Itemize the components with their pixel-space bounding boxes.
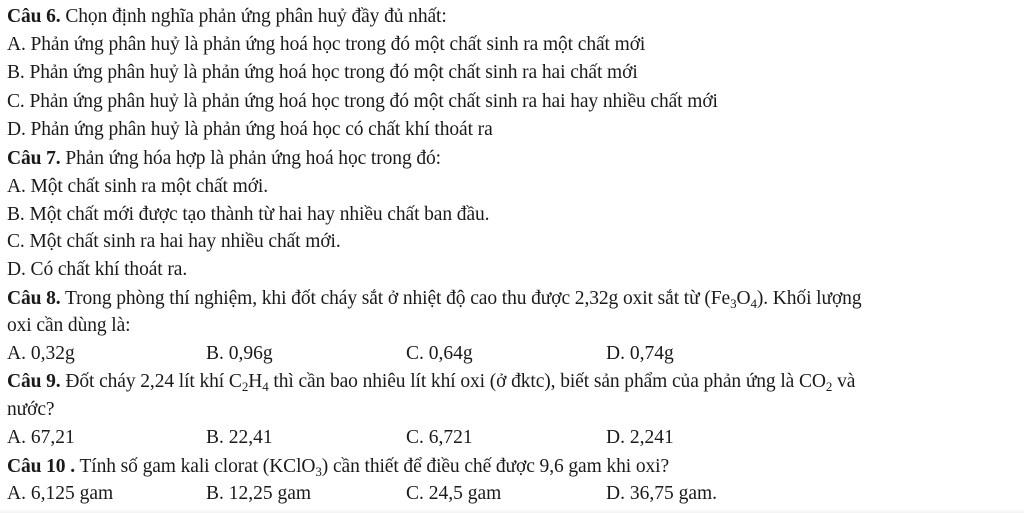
question-9-option-d: D. 2,241 — [606, 427, 674, 448]
page-bottom-edge — [0, 508, 1024, 513]
question-8-option-c: C. 0,64g — [406, 343, 473, 364]
question-9-option-b: B. 22,41 — [206, 427, 273, 448]
question-8-text-before: Trong phòng thí nghiệm, khi đốt cháy sắt ở nhiệt độ cao thu được 2,32g oxit sắt từ (Fe — [65, 288, 731, 309]
question-10-stem — [7, 455, 669, 479]
question-9-sub-1: 2 — [241, 379, 249, 394]
question-10-option-c: C. 24,5 gam — [406, 483, 502, 504]
question-8-text-after: ). Khối lượng — [756, 288, 862, 309]
question-8-option-d: D. 0,74g — [606, 343, 674, 364]
question-7-option-d: D. Có chất khí thoát ra. — [7, 259, 188, 280]
question-9-text-mid: H — [248, 371, 263, 392]
question-8-sub-1: 3 — [730, 296, 737, 311]
question-8-stem — [7, 287, 861, 311]
question-9-option-a: A. 67,21 — [7, 427, 75, 448]
question-6-text: Chọn định nghĩa phản ứng phân huỷ đầy đủ nhất: — [65, 6, 447, 27]
question-10-option-b: B. 12,25 gam — [206, 483, 312, 504]
question-8-option-a: A. 0,32g — [7, 343, 75, 364]
question-9-option-c: C. 6,721 — [406, 427, 473, 448]
question-8-label: Câu 8. — [7, 288, 61, 309]
question-9-text-end: và — [832, 371, 856, 392]
question-10-option-d: D. 36,75 gam. — [606, 483, 718, 504]
question-8-text-mid: O — [736, 288, 751, 309]
question-6-option-b: B. Phản ứng phân huỷ là phản ứng hoá học trong đó một chất sinh ra hai chất mới — [7, 62, 638, 83]
question-9-sub-3: 2 — [825, 379, 833, 394]
question-8-sub-2: 4 — [750, 296, 757, 311]
question-9-text-after: thì cần bao nhiêu lít khí oxi (ở đktc), biết sản phẩm của phản ứng là CO — [268, 371, 826, 392]
question-6-option-d: D. Phản ứng phân huỷ là phản ứng hoá học có chất khí thoát ra — [7, 119, 493, 140]
question-7-option-c: C. Một chất sinh ra hai hay nhiều chất mới. — [7, 231, 341, 252]
question-6-label: Câu 6. — [7, 6, 61, 27]
question-7-label: Câu 7. — [7, 148, 61, 169]
question-9-stem-line-2: nước? — [7, 399, 55, 420]
question-10-sub-1: 3 — [315, 464, 322, 479]
question-9-text-before: Đốt cháy 2,24 lít khí C — [65, 371, 242, 392]
question-6-option-a: A. Phản ứng phân huỷ là phản ứng hoá học trong đó một chất sinh ra một chất mới — [7, 34, 646, 55]
question-9-label: Câu 9. — [7, 371, 61, 392]
question-7-option-a: A. Một chất sinh ra một chất mới. — [7, 176, 269, 197]
question-7-option-b: B. Một chất mới được tạo thành từ hai hay nhiều chất ban đầu. — [7, 204, 490, 225]
question-8-option-b: B. 0,96g — [206, 343, 273, 364]
question-10-label: Câu 10 . — [7, 456, 76, 477]
question-6-stem — [7, 5, 447, 29]
question-6-option-c: C. Phản ứng phân huỷ là phản ứng hoá học trong đó một chất sinh ra hai hay nhiều chất mới — [7, 91, 718, 112]
question-10-option-a: A. 6,125 gam — [7, 483, 114, 504]
question-7-text: Phản ứng hóa hợp là phản ứng hoá học trong đó: — [65, 148, 441, 169]
question-9-stem — [7, 370, 855, 394]
question-10-text-after: ) cần thiết để điều chế được 9,6 gam khi oxi? — [321, 456, 670, 477]
question-7-stem — [7, 147, 441, 171]
question-10-text-before: Tính số gam kali clorat (KClO — [79, 456, 316, 477]
question-8-stem-line-2: oxi cần dùng là: — [7, 315, 131, 336]
question-9-sub-2: 4 — [262, 379, 269, 394]
